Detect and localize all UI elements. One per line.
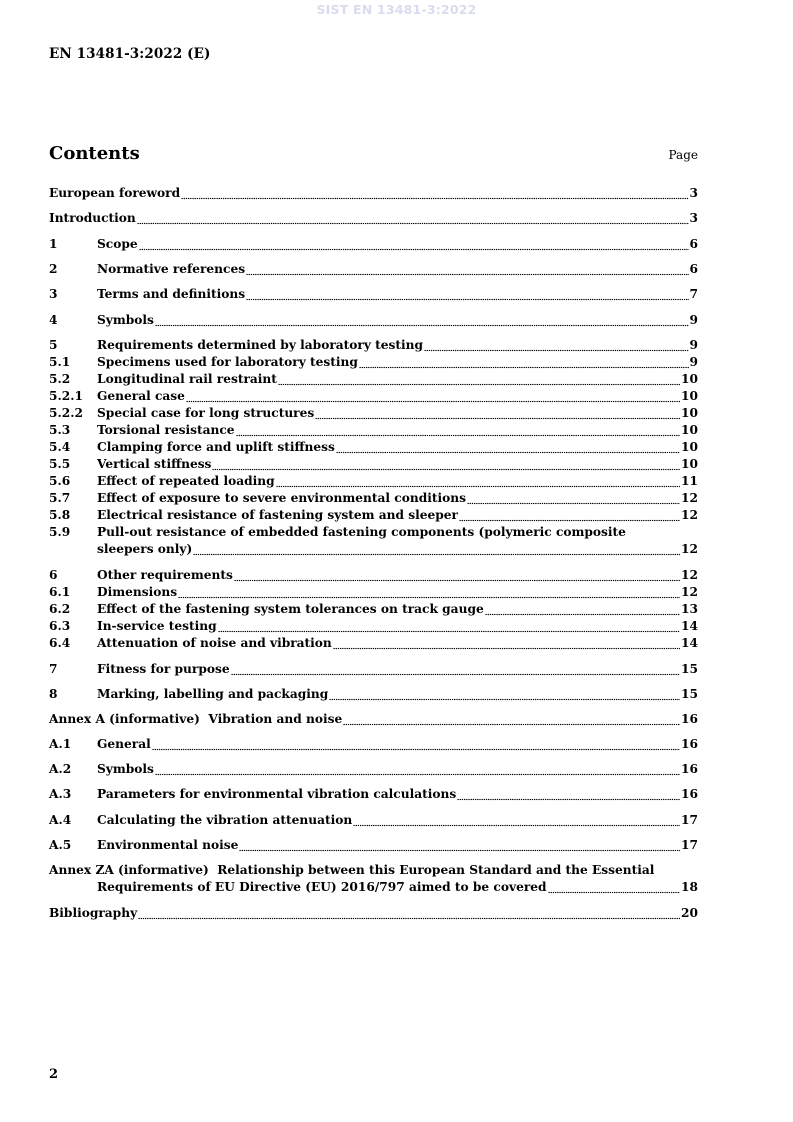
toc-page: 15 <box>681 662 698 676</box>
toc-page: 10 <box>681 406 698 420</box>
toc-entry-6-4[interactable] <box>49 635 698 652</box>
toc-number: 2 <box>49 262 58 276</box>
toc-title: Calculating the vibration attenuation <box>97 813 353 827</box>
toc-entry-5-8[interactable] <box>49 507 698 524</box>
toc-entry-5-9[interactable] <box>49 524 698 558</box>
toc-page: 12 <box>681 508 698 522</box>
leader-dots <box>155 761 680 778</box>
leader-dots <box>137 210 689 227</box>
toc-title-line1: Annex ZA (informative) Relationship between this European Standard and the Essential <box>49 863 655 877</box>
leader-dots <box>343 711 680 728</box>
toc-number: A.4 <box>49 813 72 827</box>
toc-page: 9 <box>689 355 698 369</box>
toc-page: 17 <box>681 813 698 827</box>
toc-number: 4 <box>49 313 58 327</box>
toc-number: A.3 <box>49 787 72 801</box>
toc-number: 5.2.1 <box>49 389 83 403</box>
toc-page: 12 <box>681 542 698 556</box>
leader-dots <box>236 422 680 439</box>
toc-title: Introduction <box>49 211 136 225</box>
toc-page: 7 <box>689 287 698 301</box>
toc-page: 16 <box>681 762 698 776</box>
toc-entry-5-5[interactable] <box>49 456 698 473</box>
toc-page: 12 <box>681 568 698 582</box>
toc-entry-4[interactable] <box>49 312 698 329</box>
toc-page: 18 <box>681 880 698 894</box>
page-number: 2 <box>49 1067 59 1082</box>
toc-title: Fitness for purpose <box>97 662 230 676</box>
toc-title: Other requirements <box>97 568 233 582</box>
toc-number: 5.7 <box>49 491 71 505</box>
toc-entry-5-2-2[interactable] <box>49 405 698 422</box>
toc-title: Environmental noise <box>97 838 239 852</box>
toc-page: 13 <box>681 602 698 616</box>
toc-title: Longitudinal rail restraint <box>97 372 277 386</box>
toc-entry-7[interactable] <box>49 661 698 678</box>
toc-entry-1[interactable] <box>49 236 698 253</box>
toc-title: General <box>97 737 151 751</box>
leader-dots <box>212 456 680 473</box>
toc-title: Bibliography <box>49 906 138 920</box>
toc-title: Electrical resistance of fastening system and sleeper <box>97 508 458 522</box>
leader-dots <box>457 786 680 803</box>
toc-number: 6.4 <box>49 636 71 650</box>
toc-page: 15 <box>681 687 698 701</box>
toc-title: Symbols <box>97 762 154 776</box>
page-column-label: Page <box>668 148 698 162</box>
toc-number: A.5 <box>49 838 72 852</box>
toc-number: 5.8 <box>49 508 71 522</box>
toc-page: 12 <box>681 585 698 599</box>
toc-title-line1: Pull-out resistance of embedded fastening components (polymeric composite <box>97 525 626 539</box>
leader-dots <box>467 490 680 507</box>
toc-page: 11 <box>681 474 698 488</box>
toc-entry-6-1[interactable] <box>49 584 698 601</box>
toc-entry-6-2[interactable] <box>49 601 698 618</box>
toc-title: Symbols <box>97 313 154 327</box>
toc-entry-bibliography[interactable] <box>49 905 698 922</box>
toc-page: 3 <box>689 186 698 200</box>
toc-entry-annex-za[interactable] <box>49 862 698 896</box>
toc-entry-a-3[interactable] <box>49 786 698 803</box>
toc-entry-5-2[interactable] <box>49 371 698 388</box>
toc-page: 10 <box>681 389 698 403</box>
leader-dots <box>485 601 680 618</box>
leader-dots <box>459 507 680 524</box>
toc-page: 14 <box>681 636 698 650</box>
toc-number: 6.2 <box>49 602 71 616</box>
toc-title: Attenuation of noise and vibration <box>97 636 332 650</box>
leader-dots <box>139 236 689 253</box>
toc-title: Special case for long structures <box>97 406 315 420</box>
leader-dots <box>548 879 681 896</box>
toc-entry-6-3[interactable] <box>49 618 698 635</box>
toc-title: Vertical stiffness <box>97 457 212 471</box>
toc-number: 5.6 <box>49 474 71 488</box>
toc-title: Effect of repeated loading <box>97 474 275 488</box>
toc-entry-a-5[interactable] <box>49 837 698 854</box>
toc-number: 6.1 <box>49 585 71 599</box>
leader-dots <box>239 837 680 854</box>
toc-number: 8 <box>49 687 58 701</box>
toc-page: 16 <box>681 787 698 801</box>
toc-page: 6 <box>689 262 698 276</box>
toc-number: 6 <box>49 568 58 582</box>
toc-number: 7 <box>49 662 58 676</box>
toc-entry-annex-a[interactable] <box>49 711 698 728</box>
toc-number: A.1 <box>49 737 72 751</box>
toc-title: Annex A (informative) Vibration and noise <box>49 712 343 726</box>
toc-title: Terms and definitions <box>97 287 246 301</box>
document-header: EN 13481-3:2022 (E) <box>49 46 211 62</box>
leader-dots <box>181 185 688 202</box>
toc-number: 5 <box>49 338 58 352</box>
toc-number: 5.5 <box>49 457 71 471</box>
toc-page: 20 <box>681 906 698 920</box>
toc-title: Effect of exposure to severe environmental conditions <box>97 491 466 505</box>
toc-page: 9 <box>689 313 698 327</box>
toc-number: 5.2 <box>49 372 71 386</box>
toc-number: 5.9 <box>49 525 71 539</box>
toc-entry-5-1[interactable] <box>49 354 698 371</box>
toc-title: Specimens used for laboratory testing <box>97 355 358 369</box>
toc-entry-5-3[interactable] <box>49 422 698 439</box>
toc-entry-5-6[interactable] <box>49 473 698 490</box>
leader-dots <box>234 567 680 584</box>
leader-dots <box>329 686 680 703</box>
toc-page: 6 <box>689 237 698 251</box>
toc-entry-5-7[interactable] <box>49 490 698 507</box>
toc-number: 5.1 <box>49 355 71 369</box>
toc-entry-a-2[interactable] <box>49 761 698 778</box>
leader-dots <box>333 635 680 652</box>
toc-title-line2: Requirements of EU Directive (EU) 2016/797 aimed to be covered <box>97 880 547 894</box>
toc-title: Clamping force and uplift stiffness <box>97 440 335 454</box>
leader-dots <box>246 261 688 278</box>
toc-entry-introduction[interactable] <box>49 210 698 227</box>
leader-dots <box>246 286 688 303</box>
toc-page: 16 <box>681 737 698 751</box>
toc-entry-5-4[interactable] <box>49 439 698 456</box>
toc-entry-a-4[interactable] <box>49 812 698 829</box>
leader-dots <box>278 371 680 388</box>
toc-page: 10 <box>681 372 698 386</box>
toc-number: 1 <box>49 237 58 251</box>
toc-page: 3 <box>689 211 698 225</box>
toc-page: 16 <box>681 712 698 726</box>
toc-page: 12 <box>681 491 698 505</box>
toc-number: 5.2.2 <box>49 406 83 420</box>
leader-dots <box>178 584 680 601</box>
leader-dots <box>359 354 689 371</box>
toc-title: Scope <box>97 237 138 251</box>
toc-number: 3 <box>49 287 58 301</box>
leader-dots <box>336 439 680 456</box>
toc-entry-2[interactable] <box>49 261 698 278</box>
leader-dots <box>155 312 689 329</box>
toc-entry-3[interactable] <box>49 286 698 303</box>
toc-entry-5[interactable] <box>49 337 698 354</box>
toc-entry-european-foreword[interactable] <box>49 185 698 202</box>
toc-title: Torsional resistance <box>97 423 235 437</box>
toc-number: 6.3 <box>49 619 71 633</box>
toc-number: 5.3 <box>49 423 71 437</box>
toc-title-line2: sleepers only) <box>97 542 193 556</box>
leader-dots <box>193 541 680 558</box>
toc-entry-8[interactable] <box>49 686 698 703</box>
toc-title: Normative references <box>97 262 246 276</box>
leader-dots <box>353 812 680 829</box>
toc-title: Requirements determined by laboratory testing <box>97 338 424 352</box>
toc-number: A.2 <box>49 762 72 776</box>
toc-title: In-service testing <box>97 619 217 633</box>
toc-entry-6[interactable] <box>49 567 698 584</box>
leader-dots <box>138 905 680 922</box>
toc-title: Effect of the fastening system tolerances on track gauge <box>97 602 484 616</box>
leader-dots <box>186 388 680 405</box>
toc-page: 10 <box>681 440 698 454</box>
leader-dots <box>424 337 688 354</box>
toc-title: Dimensions <box>97 585 178 599</box>
leader-dots <box>231 661 680 678</box>
toc-title: Parameters for environmental vibration calculations <box>97 787 457 801</box>
toc-page: 10 <box>681 457 698 471</box>
leader-dots <box>315 405 680 422</box>
leader-dots <box>152 736 680 753</box>
toc-title: General case <box>97 389 185 403</box>
toc-page: 14 <box>681 619 698 633</box>
toc-number: 5.4 <box>49 440 71 454</box>
contents-heading: Contents <box>49 143 140 164</box>
toc-title: Marking, labelling and packaging <box>97 687 329 701</box>
leader-dots <box>276 473 680 490</box>
toc-entry-a-1[interactable] <box>49 736 698 753</box>
watermark: SIST EN 13481-3:2022 <box>316 2 477 17</box>
toc-title: European foreword <box>49 186 181 200</box>
toc-page: 9 <box>689 338 698 352</box>
toc-page: 10 <box>681 423 698 437</box>
toc-entry-5-2-1[interactable] <box>49 388 698 405</box>
leader-dots <box>218 618 680 635</box>
toc-page: 17 <box>681 838 698 852</box>
